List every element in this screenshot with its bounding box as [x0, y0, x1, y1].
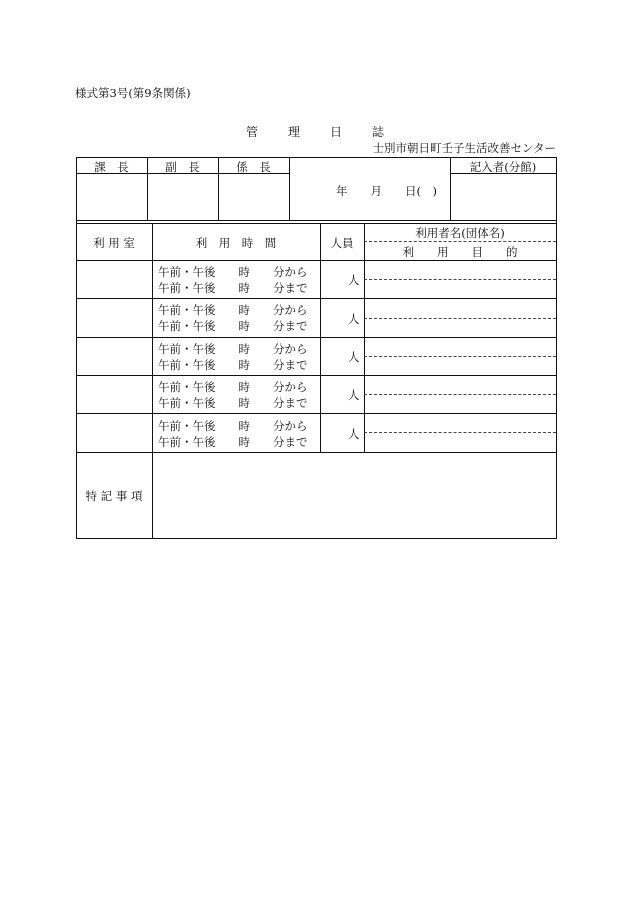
people-unit: 人 [348, 312, 360, 326]
title-char: 理 [287, 125, 300, 139]
document-title [0, 123, 630, 140]
title-char: 日 [330, 125, 343, 139]
title-char: 管 [245, 125, 258, 139]
time-to: 午前・午後 時 分まで [158, 396, 308, 410]
subsection-chief-label: 係 長 [236, 160, 271, 174]
time-from: 午前・午後 時 分から [158, 380, 308, 394]
section-chief-label: 課 長 [94, 160, 129, 174]
header-people: 人員 [330, 236, 354, 250]
people-unit: 人 [348, 350, 360, 364]
time-to: 午前・午後 時 分まで [158, 319, 308, 333]
time-to: 午前・午後 時 分まで [158, 358, 308, 372]
recorder-label: 記入者(分館) [469, 160, 537, 174]
date-line: 年 月 日( ) [336, 184, 437, 198]
header-purpose: 利 用 目 的 [402, 245, 518, 259]
header-room: 利 用 室 [93, 236, 135, 250]
people-unit: 人 [348, 273, 360, 287]
remarks-label: 特 記 事 項 [85, 489, 143, 503]
people-unit: 人 [348, 388, 360, 402]
time-to: 午前・午後 時 分まで [158, 281, 308, 295]
time-from: 午前・午後 時 分から [158, 419, 308, 433]
header-time: 利 用 時 間 [195, 236, 277, 250]
organization-name: 士別市朝日町壬子生活改善センター [372, 141, 556, 155]
people-unit: 人 [348, 427, 360, 441]
time-from: 午前・午後 時 分から [158, 265, 308, 279]
time-from: 午前・午後 時 分から [158, 303, 308, 317]
header-user-name: 利用者名(団体名) [415, 226, 505, 240]
form-number: 様式第3号(第9条関係) [75, 86, 191, 100]
deputy-chief-label: 副 長 [165, 160, 200, 174]
time-from: 午前・午後 時 分から [158, 342, 308, 356]
title-char: 誌 [372, 125, 385, 139]
time-to: 午前・午後 時 分まで [158, 435, 308, 449]
